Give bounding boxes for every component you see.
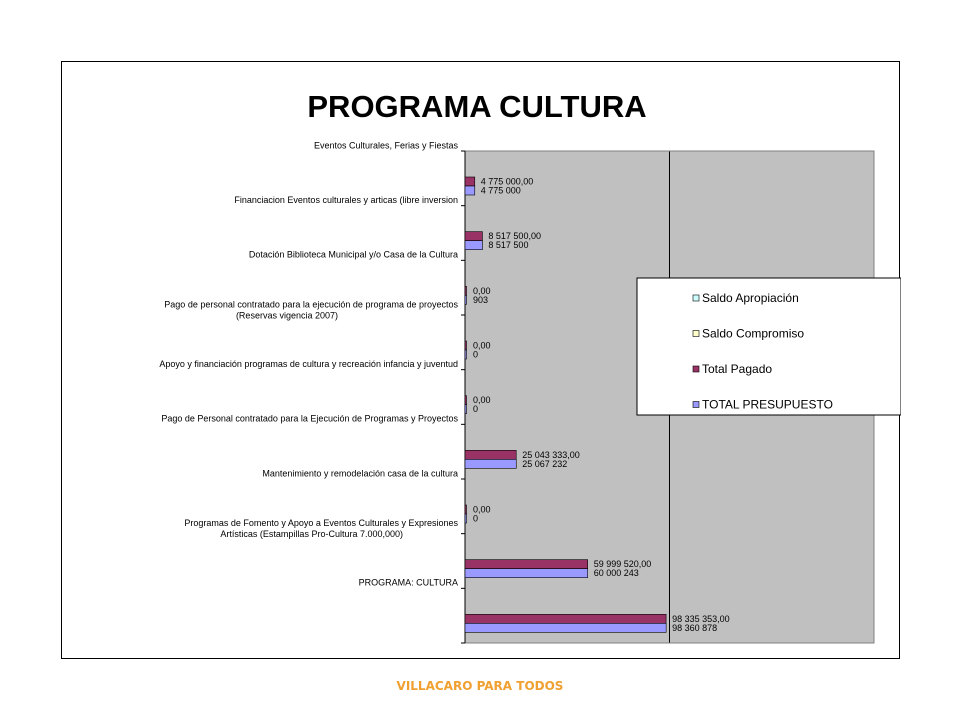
bar-total-pagado-0 (465, 177, 475, 186)
category-label-0-0: Eventos Culturales, Ferias y Fiestas (313, 140, 458, 151)
value-label-total-presupuesto-3: 0 (473, 349, 479, 360)
category-label-3-0: Pago de personal contratado para la ejecución de programa de proyectos (164, 299, 458, 310)
bar-total-pagado-7 (465, 560, 588, 569)
legend-label-2: Total Pagado (702, 362, 773, 376)
value-label-total-presupuesto-8: 98 360 878 (672, 622, 718, 633)
value-label-total-pagado-0: 4 775 000,00 (480, 176, 534, 187)
value-label-total-presupuesto-1: 8 517 500 (488, 240, 529, 251)
category-label-8-0: PROGRAMA: CULTURA (358, 577, 458, 588)
value-label-total-presupuesto-7: 60 000 243 (593, 568, 639, 579)
category-labels (159, 140, 458, 587)
value-label-total-pagado-2: 0,00 (473, 285, 491, 296)
legend-label-3: TOTAL PRESUPUESTO (702, 397, 833, 412)
legend-label-0: Saldo Apropiación (702, 291, 799, 305)
bar-total-presupuesto-8 (465, 623, 666, 632)
bar-total-pagado-2 (465, 286, 467, 295)
bar-total-pagado-4 (465, 396, 467, 405)
bar-total-presupuesto-6 (465, 514, 467, 523)
value-label-total-presupuesto-6: 0 (473, 513, 479, 524)
bar-total-presupuesto-4 (465, 405, 467, 414)
value-label-total-pagado-6: 0,00 (473, 504, 491, 515)
category-label-5-0: Pago de Personal contratado para la Ejecución de Programas y Proyectos (161, 413, 458, 424)
bar-total-presupuesto-2 (465, 295, 467, 304)
value-label-total-presupuesto-4: 0 (473, 404, 479, 415)
legend-swatch-1 (693, 331, 699, 337)
value-label-total-pagado-1: 8 517 500,00 (488, 231, 541, 242)
legend-swatch-0 (693, 295, 699, 301)
bar-total-presupuesto-3 (465, 350, 467, 359)
category-label-4-0: Apoyo y financiación programas de cultura y recreación infancia y juventud (159, 359, 458, 369)
bar-total-pagado-3 (465, 341, 467, 350)
bar-total-presupuesto-5 (465, 459, 516, 468)
category-label-3-1: (Reservas vigencia 2007) (235, 310, 338, 321)
legend-swatch-3 (693, 402, 699, 408)
value-label-total-pagado-5: 25 043 333,00 (522, 449, 580, 460)
value-label-total-presupuesto-5: 25 067 232 (522, 458, 568, 469)
bar-total-pagado-5 (465, 450, 516, 459)
value-label-total-pagado-7: 59 999 520,00 (593, 559, 652, 570)
category-label-6-0: Mantenimiento y remodelación casa de la cultura (262, 468, 458, 479)
value-label-total-pagado-3: 0,00 (473, 340, 491, 351)
bar-total-pagado-8 (465, 614, 666, 623)
value-label-total-presupuesto-0: 4 775 000 (480, 185, 521, 196)
bar-total-presupuesto-1 (465, 241, 482, 250)
bar-total-presupuesto-0 (465, 186, 475, 195)
category-label-7-1: Artísticas (Estampillas Pro-Cultura 7.000,000) (220, 529, 403, 539)
value-label-total-pagado-8: 98 335 353,00 (672, 613, 730, 624)
bar-total-pagado-1 (465, 232, 482, 241)
bar-total-presupuesto-7 (465, 569, 588, 578)
category-label-2-0: Dotación Biblioteca Municipal y/o Casa de la Cultura (248, 249, 458, 260)
category-label-7-0: Programas de Fomento y Apoyo a Eventos Culturales y Expresiones (184, 518, 458, 528)
value-label-total-pagado-4: 0,00 (473, 395, 491, 406)
chart-title: PROGRAMA CULTURA (307, 89, 647, 124)
value-label-total-presupuesto-2: 903 (473, 294, 489, 305)
footer-text: VILLACARO PARA TODOS (396, 679, 564, 693)
chart (62, 62, 901, 660)
bar-total-pagado-6 (465, 505, 467, 514)
legend (637, 278, 901, 415)
category-axis (461, 151, 465, 643)
chart-frame (61, 61, 900, 659)
legend-swatch-2 (693, 366, 699, 372)
category-label-1-0: Financiacion Eventos culturales y articas (libre inversion (234, 195, 458, 205)
legend-label-1: Saldo Compromiso (702, 326, 805, 341)
